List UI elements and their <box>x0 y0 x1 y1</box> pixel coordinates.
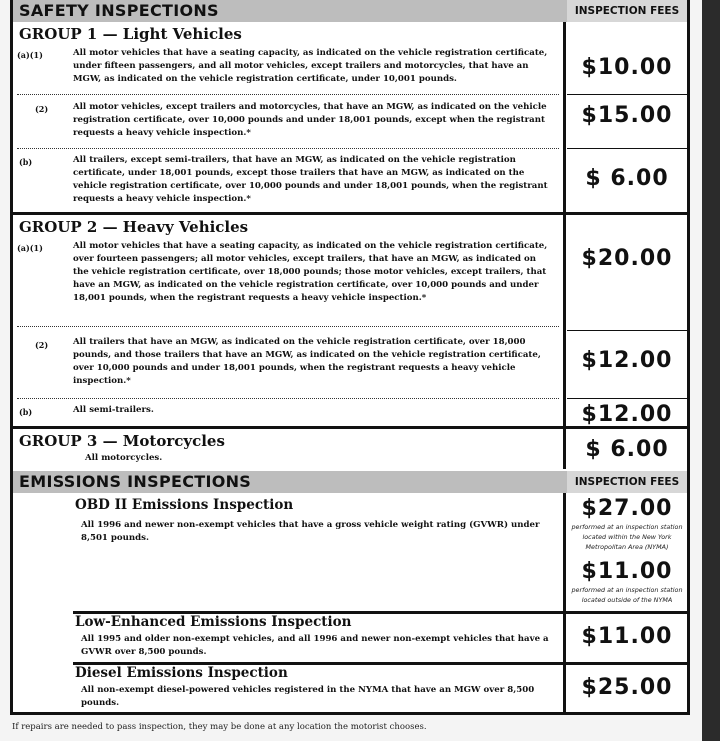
group-1-title: GROUP 1 — Light Vehicles <box>19 25 242 43</box>
obd-fee-2: $11.00 <box>581 559 673 584</box>
obd-fee: $27.00 <box>581 496 673 521</box>
fee-value: $12.00 <box>581 348 673 373</box>
footnote: If repairs are needed to pass inspection, they may be done at any location the motorist chooses. <box>12 722 427 732</box>
obd-fee-2-note: performed at an inspection station located outside of the NYMA <box>571 586 683 604</box>
fee-divider <box>567 94 687 95</box>
emissions-fees-header: INSPECTION FEES <box>567 471 687 493</box>
item-label: (a)(1) <box>17 243 43 253</box>
obd-fee-note: performed at an inspection station located within the New York Metropolitan Area (NYMA) <box>571 523 683 551</box>
right-edge-bar <box>702 0 720 741</box>
fee-value: $ 6.00 <box>585 166 669 191</box>
group-2-title: GROUP 2 — Heavy Vehicles <box>19 218 249 236</box>
group-divider <box>13 426 687 429</box>
fee-value: $20.00 <box>581 246 673 271</box>
diesel-text: All non-exempt diesel-powered vehicles registered in the NYMA that have an MGW over 8,500 pounds. <box>81 685 535 708</box>
safety-title: SAFETY INSPECTIONS <box>19 1 219 20</box>
safety-header <box>13 0 687 22</box>
item-label: (a)(1) <box>17 50 43 60</box>
fee-value: $10.00 <box>581 55 673 80</box>
emissions-title: EMISSIONS INSPECTIONS <box>19 472 252 491</box>
fee-divider <box>567 330 687 331</box>
low-enhanced-text: All 1995 and older non-exempt vehicles, and all 1996 and newer non-exempt vehicles that have a GVWR over 8,500 pounds. <box>81 634 549 657</box>
low-enhanced-fee: $11.00 <box>581 624 673 649</box>
item-label: (b) <box>19 407 33 417</box>
fee-value: $12.00 <box>581 402 673 427</box>
fee-value: $15.00 <box>581 103 673 128</box>
group-divider <box>13 212 687 215</box>
dotted-divider <box>17 326 559 327</box>
fee-divider <box>567 148 687 149</box>
item-text: All motor vehicles, except trailers and motorcycles, that have an MGW, as indicated on the vehicle registration certificate, over 10,000 pounds and under 18,001 pounds, except when the registrant requests a heavy vehicle inspection.* <box>73 102 547 138</box>
item-text: All motor vehicles that have a seating capacity, as indicated on the vehicle registration certificate, under fifteen passengers, and all motor vehicles, except trailers and motorcycles, that have an MGW, as indicated on the vehicle registration certificate, under 10,001 pounds. <box>73 48 548 84</box>
fee-column-divider <box>563 493 566 715</box>
group-3-title: GROUP 3 — Motorcycles <box>19 432 225 450</box>
item-label: (2) <box>35 340 49 350</box>
item-text: All motor vehicles that have a seating capacity, as indicated on the vehicle registration certificate, over fourteen passengers; all motor vehicles, except trailers, that have an MGW, as indicated on the vehicle registration certificate, over 18,000 pounds; those motor vehicles, except trailers, that have an MGW, as indicated on the vehicle registration certificate, over 10,000 pounds and under 18,001 pounds, when the registrant requests a heavy vehicle inspection.* <box>73 241 548 303</box>
item-text: All trailers that have an MGW, as indicated on the vehicle registration certificate, over 18,000 pounds, and those trailers that have an MGW, as indicated on the vehicle registration certificate, over 10,000 pounds and under 18,001 pounds, when the registrant requests a heavy vehicle inspection.* <box>73 337 541 386</box>
safety-fees-header: INSPECTION FEES <box>567 0 687 22</box>
dotted-divider <box>17 94 559 95</box>
obd-title: OBD II Emissions Inspection <box>75 497 294 513</box>
obd-text: All 1996 and newer non-exempt vehicles that have a gross vehicle weight rating (GVWR) under 8,501 pounds. <box>81 520 540 543</box>
emissions-header <box>13 471 687 493</box>
fee-divider <box>567 398 687 399</box>
fee-value: $ 6.00 <box>585 437 669 462</box>
item-text: All motorcycles. <box>85 453 163 463</box>
diesel-fee: $25.00 <box>581 675 673 700</box>
fee-table <box>10 0 690 715</box>
item-label: (b) <box>19 157 33 167</box>
item-text: All semi-trailers. <box>73 405 154 415</box>
item-text: All trailers, except semi-trailers, that have an MGW, as indicated on the vehicle registration certificate, under 18,001 pounds, except those trailers that have an MGW, as indicated on the vehicle registration certificate, over 10,000 pounds and under 18,001 pounds, when the registrant requests a heavy vehicle inspection.* <box>73 155 548 204</box>
item-label: (2) <box>35 104 49 114</box>
diesel-title: Diesel Emissions Inspection <box>75 665 288 681</box>
fee-column-divider <box>563 22 566 469</box>
dotted-divider <box>17 398 559 399</box>
low-enhanced-title: Low-Enhanced Emissions Inspection <box>75 614 352 630</box>
dotted-divider <box>17 148 559 149</box>
